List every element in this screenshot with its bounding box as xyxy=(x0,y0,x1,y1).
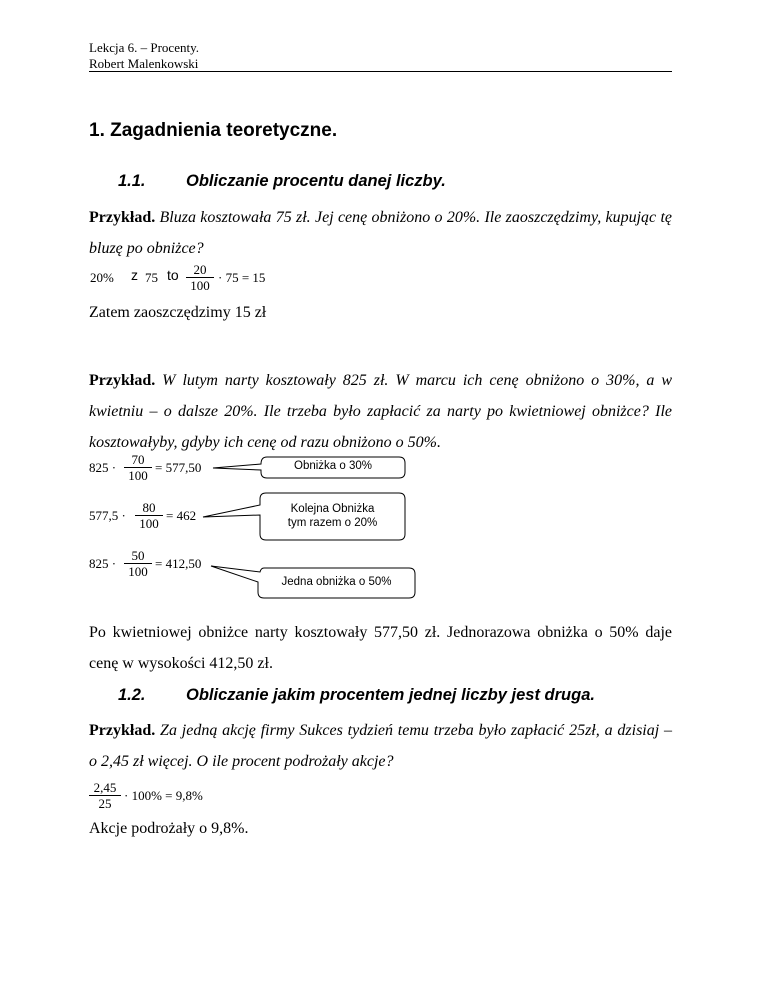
subsection-title: Obliczanie jakim procentem jednej liczby jest druga. xyxy=(186,686,595,704)
subsection-number: 1.2. xyxy=(118,686,146,704)
subsection-title: Obliczanie procentu danej liczby. xyxy=(186,172,446,190)
formula-result: · 75 = 15 xyxy=(218,270,266,285)
example-1-answer: Zatem zaoszczędzimy 15 zł xyxy=(89,304,267,321)
fraction-numerator: 70 xyxy=(124,452,152,468)
formula-to: to xyxy=(167,267,179,283)
formula-fraction xyxy=(89,780,121,811)
callout-1-text: Obniżka o 30% xyxy=(294,460,372,472)
formula-right: = 412,50 xyxy=(155,556,202,571)
fraction-denominator: 100 xyxy=(128,468,148,483)
callout-3-text: Jedna obniżka o 50% xyxy=(281,576,392,588)
example-text: Za jedną akcję firmy Sukces tydzień temu trzeba było zapłacić 25zł, a dzisiaj – o 2,45 zł więcej. O ile procent podrożały akcje? xyxy=(89,722,673,770)
fraction-denominator: 100 xyxy=(190,278,210,293)
header-lesson: Lekcja 6. – Procenty. xyxy=(89,40,199,55)
fraction-numerator: 50 xyxy=(124,548,152,564)
callout-2-line1: Kolejna Obniżka xyxy=(290,503,375,515)
example-3-answer: Akcje podrożały o 9,8%. xyxy=(89,820,249,837)
formula-left: 825 · xyxy=(89,556,117,571)
formula-base: 75 xyxy=(145,270,158,285)
example-label: Przykład. xyxy=(89,722,156,739)
fraction-denominator: 100 xyxy=(128,564,148,579)
callout-2-line2: tym razem o 20% xyxy=(287,517,378,529)
subsection-number: 1.1. xyxy=(118,172,146,190)
example-2-answer: Po kwietniowej obniżce narty kosztowały 577,50 zł. Jednorazowa obniżka o 50% daje cenę w wysokości 412,50 zł. xyxy=(89,624,672,672)
formula-right: = 462 xyxy=(166,508,197,523)
fraction-denominator: 25 xyxy=(98,796,112,811)
formula-left: 577,5 · xyxy=(89,508,126,523)
fraction-denominator: 100 xyxy=(139,516,159,531)
example-text: Bluza kosztowała 75 zł. Jej cenę obniżono o 20%. Ile zaoszczędzimy, kupując tę bluzę po obniżce? xyxy=(89,209,673,257)
fraction-numerator: 2,45 xyxy=(89,780,121,796)
fraction-numerator: 20 xyxy=(186,262,214,278)
formula-right: · 100% = 9,8% xyxy=(124,788,203,803)
example-text: W lutym narty kosztowały 825 zł. W marcu ich cenę obniżono o 30%, a w kwietniu – o dalsze 20%. Ile trzeba było zapłacić za narty po kwietniowej obniżce? Ile kosztowałyby, gdyby ich cenę od razu obniżono o 50%. xyxy=(89,372,673,451)
fraction-numerator: 80 xyxy=(135,500,163,516)
header-author: Robert Malenkowski xyxy=(89,56,199,71)
example-3 xyxy=(89,715,672,777)
formula-percent: 20% xyxy=(90,270,114,285)
formula-right: = 577,50 xyxy=(155,460,202,475)
formula-left: 825 · xyxy=(89,460,117,475)
formula-z: z xyxy=(131,267,138,283)
example-label: Przykład. xyxy=(89,209,156,226)
example-label: Przykład. xyxy=(89,372,156,389)
section-title: 1. Zagadnienia teoretyczne. xyxy=(89,120,338,141)
